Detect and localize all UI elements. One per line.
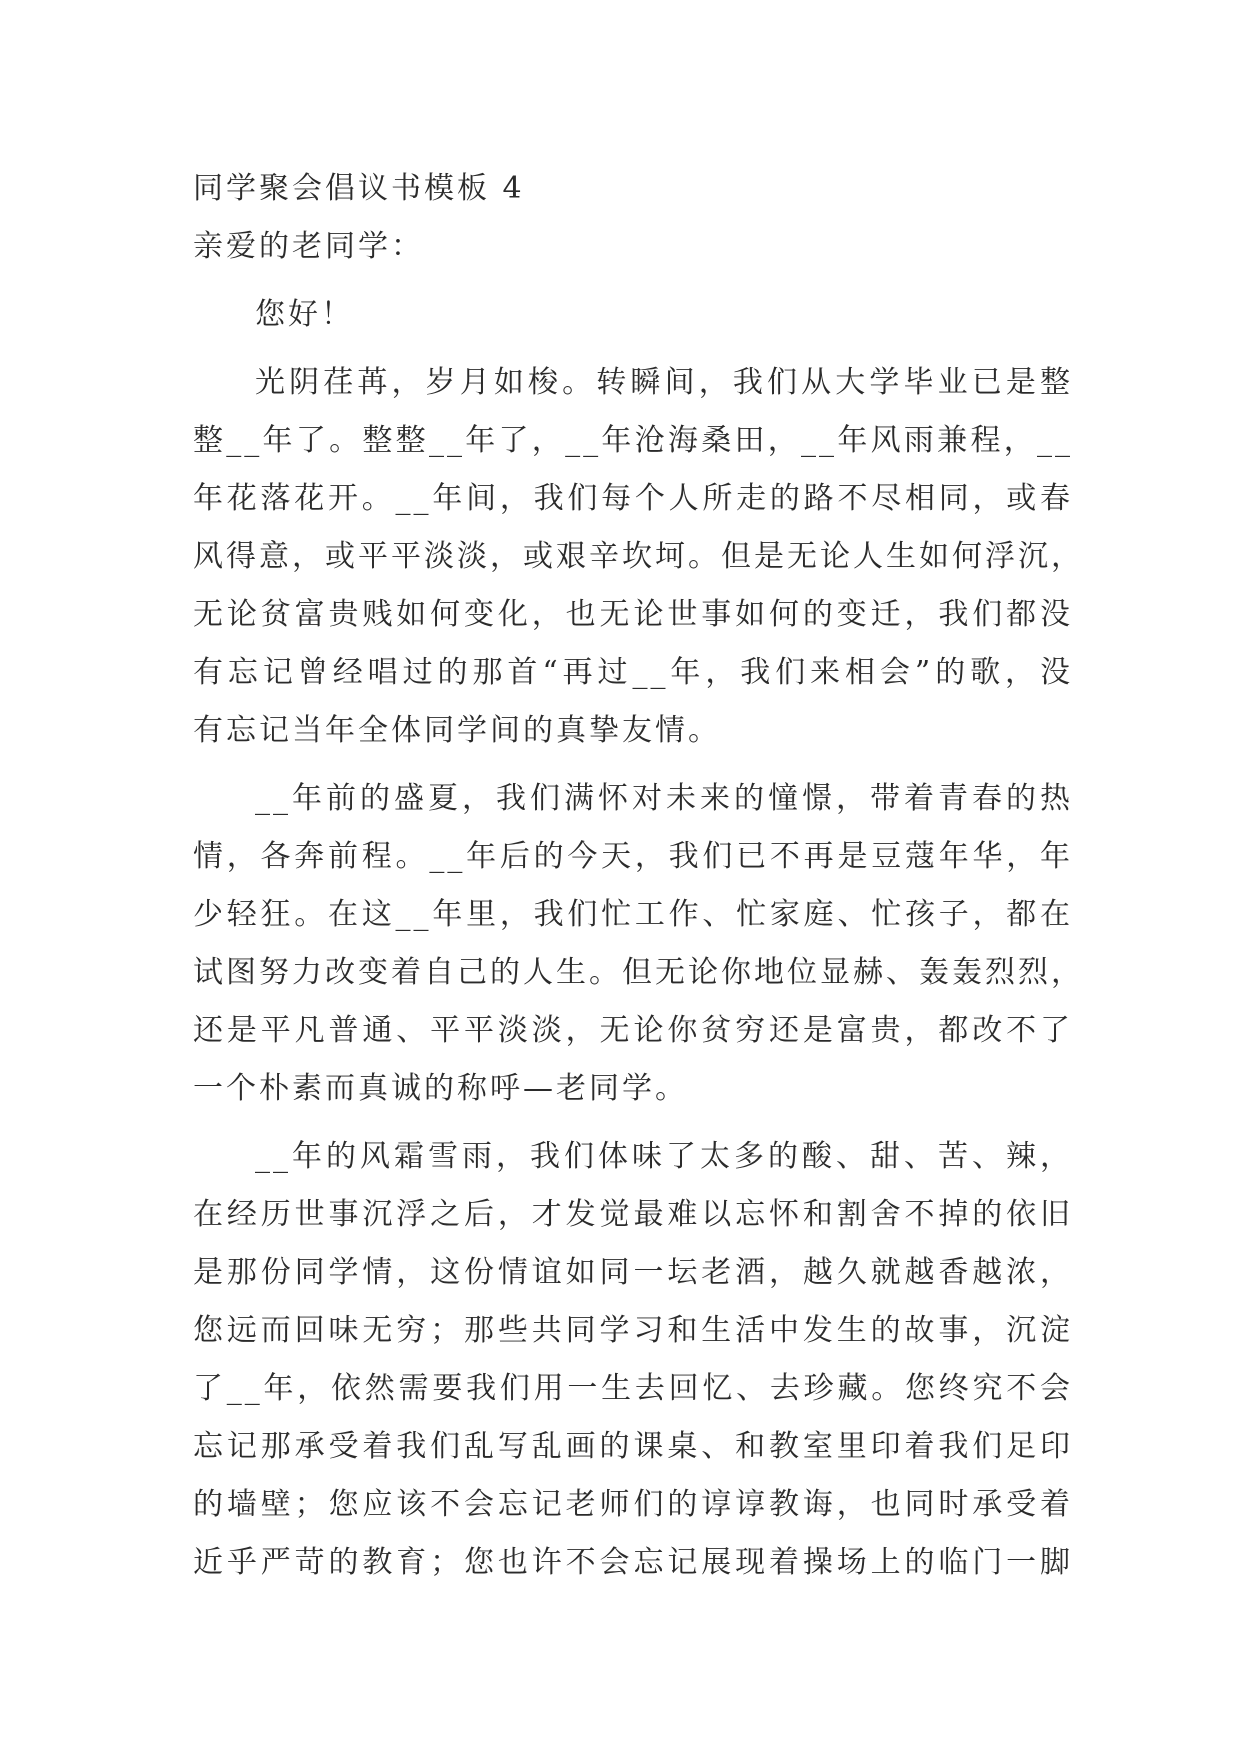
paragraph-line: 整__年了。整整__年了，__年沧海桑田，__年风雨兼程，__ [193,423,1073,458]
paragraph-line: 无论贫富贵贱如何变化，也无论世事如何的变迁，我们都没 [193,597,1073,632]
paragraph-line: 还是平凡普通、平平淡淡，无论你贫穷还是富贵，都改不了 [193,1013,1073,1048]
paragraph [193,1128,1073,1592]
paragraph-line: 光阴荏苒，岁月如梭。转瞬间，我们从大学毕业已是整 [255,365,1073,400]
paragraph-line: __年前的盛夏，我们满怀对未来的憧憬，带着青春的热 [255,781,1073,816]
paragraph-line: 一个朴素而真诚的称呼—老同学。 [193,1071,688,1106]
paragraph-line: 试图努力改变着自己的人生。但无论你地位显赫、轰轰烈烈， [193,955,1084,990]
paragraph-line: 忘记那承受着我们乱写乱画的课桌、和教室里印着我们足印 [193,1429,1073,1464]
paragraph-line: 的墙壁；您应该不会忘记老师们的谆谆教诲，也同时承受着 [193,1487,1073,1522]
paragraph-line: 情，各奔前程。__年后的今天，我们已不再是豆蔻年华，年 [193,839,1073,874]
paragraph [193,354,1084,760]
paragraph [193,770,1084,1118]
paragraph-line: 有忘记曾经唱过的那首“再过__年，我们来相会”的歌，没 [193,655,1073,690]
document-body [193,160,1084,1592]
salutation: 亲爱的老同学： [193,229,424,264]
paragraph-line: 少轻狂。在这__年里，我们忙工作、忙家庭、忙孩子，都在 [193,897,1073,932]
paragraph-line: 您远而回味无穷；那些共同学习和生活中发生的故事，沉淀 [193,1313,1073,1348]
paragraph-line: 有忘记当年全体同学间的真挚友情。 [193,713,721,748]
paragraph-line: 风得意，或平平淡淡，或艰辛坎坷。但是无论人生如何浮沉， [193,539,1084,574]
paragraph-line: 在经历世事沉浮之后，才发觉最难以忘怀和割舍不掉的依旧 [193,1197,1073,1232]
greeting: 您好！ [255,297,354,332]
paragraph-line: 近乎严苛的教育；您也许不会忘记展现着操场上的临门一脚 [193,1545,1073,1580]
document-title: 同学聚会倡议书模板 4 [193,171,525,206]
paragraph-line: 了__年，依然需要我们用一生去回忆、去珍藏。您终究不会 [193,1371,1073,1406]
paragraph-line: 是那份同学情，这份情谊如同一坛老酒，越久就越香越浓， [193,1255,1073,1290]
paragraph-line: __年的风霜雪雨，我们体味了太多的酸、甜、苦、辣， [255,1139,1073,1174]
paragraph-line: 年花落花开。__年间，我们每个人所走的路不尽相同，或春 [193,481,1073,516]
